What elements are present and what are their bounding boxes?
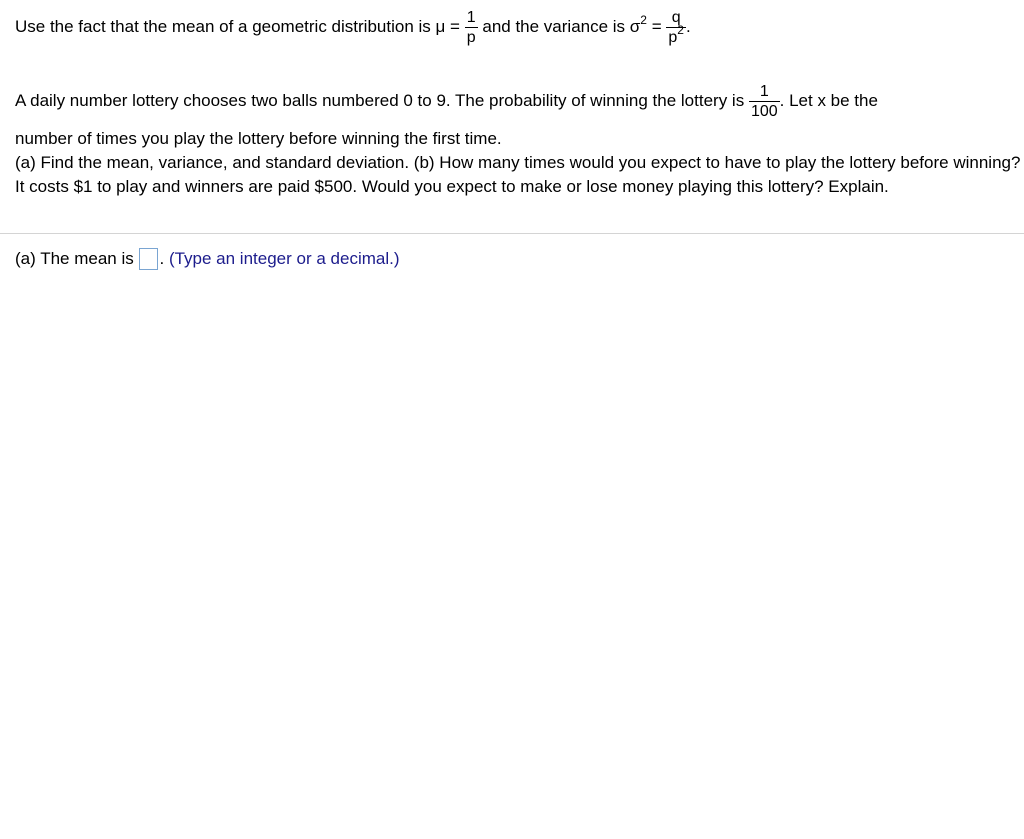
answer-prompt: (a) The mean is [15,249,134,268]
probability-denominator: 100 [750,103,778,120]
probability-numerator: 1 [759,83,769,100]
problem-line-1 [15,83,878,120]
mean-formula-numerator: 1 [466,9,476,26]
intro-text-before: Use the fact that the mean of a geometric distribution is [15,16,431,36]
mean-formula-denominator: p [466,29,476,46]
variance-denominator-exponent: 2 [677,23,684,37]
sigma-symbol: σ [629,16,641,36]
intro-period: . [685,16,691,36]
sigma-exponent: 2 [640,12,647,27]
problem-text-before: A daily number lottery chooses two balls numbered 0 to 9. The probability of winning the lottery is [15,90,745,110]
problem-text-after: . Let x be the [779,90,878,110]
mean-answer-input[interactable] [139,248,158,270]
probability-fraction [749,83,780,120]
fraction-bar [465,27,478,28]
problem-line-2: number of times you play the lottery before winning the first time. [15,129,502,148]
fraction-bar [749,101,780,102]
intro-line [15,9,691,46]
equals-sign-2: = [651,16,662,36]
equals-sign: = [450,16,460,36]
variance-formula-denominator: p [668,29,678,46]
variance-formula-numerator: q [671,9,681,26]
variance-formula-denominator-wrap [666,23,686,46]
answer-hint: (Type an integer or a decimal.) [168,249,400,268]
answer-row [15,247,400,271]
variance-formula-fraction [666,9,686,46]
answer-period: . [159,249,165,268]
intro-text-middle: and the variance is [482,16,626,36]
problem-questions: (a) Find the mean, variance, and standard deviation. (b) How many times would you expect to have to play the lottery before winning? It costs $1 to play and winners are paid $500. Would you expect to make or lose money playing this lottery? Explain. [15,153,1021,196]
mean-formula-fraction [465,9,478,46]
mu-symbol: μ [435,16,446,36]
section-divider [0,233,1024,234]
